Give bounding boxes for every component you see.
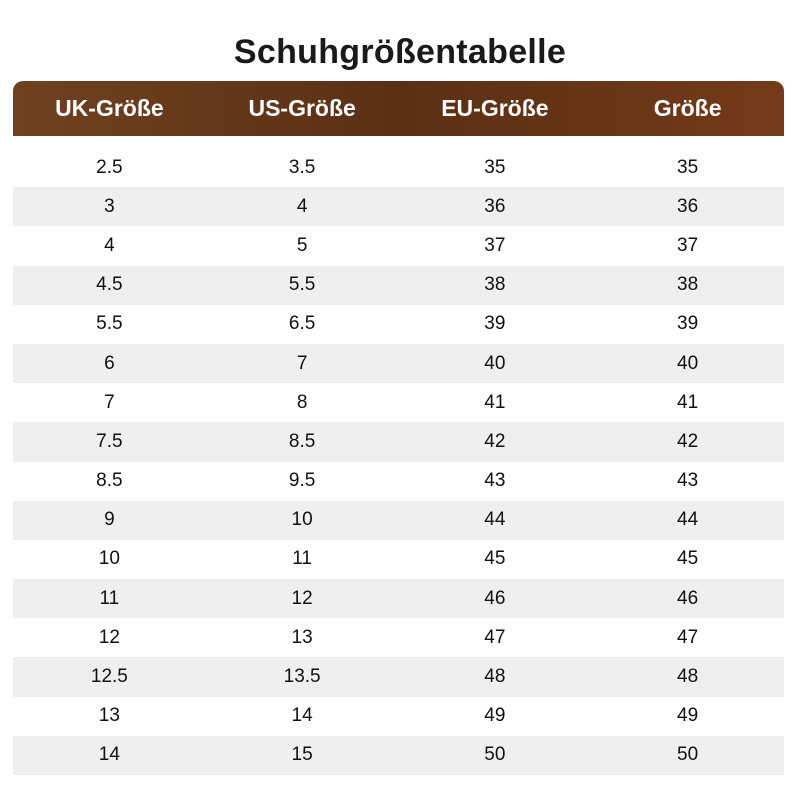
table-row: [13, 187, 784, 226]
size-cell: 50: [677, 744, 699, 766]
table-row: [13, 657, 784, 696]
us-size-cell: 6.5: [288, 313, 316, 335]
table-row: [13, 618, 784, 657]
uk-size-cell: 12.5: [90, 666, 128, 688]
uk-size-cell: 9: [104, 509, 115, 531]
table-row: [13, 422, 784, 461]
page-title: Schuhgrößentabelle: [233, 33, 567, 71]
size-cell: 38: [677, 274, 699, 296]
table-header: [13, 81, 784, 136]
eu-size-cell: 47: [484, 626, 506, 648]
eu-size-cell: 44: [484, 509, 506, 531]
table-row: [13, 148, 784, 187]
size-cell: 42: [677, 430, 699, 452]
eu-size-cell: 37: [484, 234, 506, 256]
uk-size-cell: 7.5: [96, 430, 123, 452]
eu-size-cell: 43: [484, 470, 506, 492]
us-size-cell: 12: [291, 587, 313, 609]
eu-size-cell: 36: [484, 195, 506, 217]
us-size-cell: 15: [291, 744, 313, 766]
eu-size-cell: 42: [484, 430, 506, 452]
us-size-cell: 10: [291, 509, 313, 531]
eu-size-cell: 41: [484, 391, 506, 413]
us-size-cell: 5.5: [288, 274, 316, 296]
size-cell: 41: [677, 391, 699, 413]
uk-size-cell: 12: [98, 626, 120, 648]
uk-size-cell: 3: [104, 195, 115, 217]
size-cell: 43: [677, 470, 699, 492]
us-size-cell: 8: [296, 391, 308, 413]
us-size-cell: 5: [296, 234, 308, 256]
header-uk-size: UK-Größe: [55, 95, 164, 121]
eu-size-cell: 48: [484, 666, 506, 688]
table-row: [13, 344, 784, 383]
table-row: [13, 540, 784, 579]
table-row: [13, 462, 784, 501]
table-body: [13, 148, 784, 775]
size-cell: 36: [677, 195, 699, 217]
eu-size-cell: 35: [484, 156, 506, 178]
size-cell: 40: [677, 352, 699, 374]
us-size-cell: 7: [296, 352, 308, 374]
eu-size-cell: 38: [484, 274, 506, 296]
us-size-cell: 13: [291, 626, 313, 648]
size-cell: 37: [677, 234, 699, 256]
us-size-cell: 13.5: [283, 666, 321, 688]
us-size-cell: 14: [291, 705, 313, 727]
size-cell: 35: [677, 156, 699, 178]
size-cell: 45: [677, 548, 699, 570]
header-size: Größe: [653, 95, 722, 121]
eu-size-cell: 49: [484, 705, 506, 727]
uk-size-cell: 14: [98, 744, 120, 766]
size-cell: 46: [677, 587, 699, 609]
us-size-cell: 8.5: [288, 430, 316, 452]
size-cell: 44: [677, 509, 699, 531]
us-size-cell: 11: [292, 548, 312, 570]
us-size-cell: 3.5: [288, 156, 316, 178]
eu-size-cell: 39: [484, 313, 506, 335]
size-table: [13, 81, 784, 775]
uk-size-cell: 6: [104, 352, 115, 374]
us-size-cell: 9.5: [288, 470, 316, 492]
table-row: [13, 305, 784, 344]
uk-size-cell: 2.5: [96, 156, 123, 178]
uk-size-cell: 5.5: [96, 313, 123, 335]
eu-size-cell: 45: [484, 548, 506, 570]
uk-size-cell: 13: [98, 705, 120, 727]
uk-size-cell: 4: [104, 234, 115, 256]
size-cell: 48: [677, 666, 699, 688]
table-row: [13, 226, 784, 265]
table-row: [13, 266, 784, 305]
eu-size-cell: 46: [484, 587, 506, 609]
size-cell: 47: [677, 626, 699, 648]
table-row: [13, 501, 784, 540]
table-row: [13, 383, 784, 422]
size-cell: 49: [677, 705, 699, 727]
size-cell: 39: [677, 313, 699, 335]
us-size-cell: 4: [296, 195, 308, 217]
uk-size-cell: 7: [104, 391, 115, 413]
uk-size-cell: 11: [99, 587, 120, 609]
header-eu-size: EU-Größe: [441, 95, 549, 121]
eu-size-cell: 40: [484, 352, 506, 374]
header-us-size: US-Größe: [248, 95, 356, 121]
uk-size-cell: 8.5: [96, 470, 123, 492]
uk-size-cell: 4.5: [96, 274, 123, 296]
uk-size-cell: 10: [98, 548, 120, 570]
table-row: [13, 736, 784, 775]
table-row: [13, 697, 784, 736]
table-row: [13, 579, 784, 618]
eu-size-cell: 50: [484, 744, 506, 766]
